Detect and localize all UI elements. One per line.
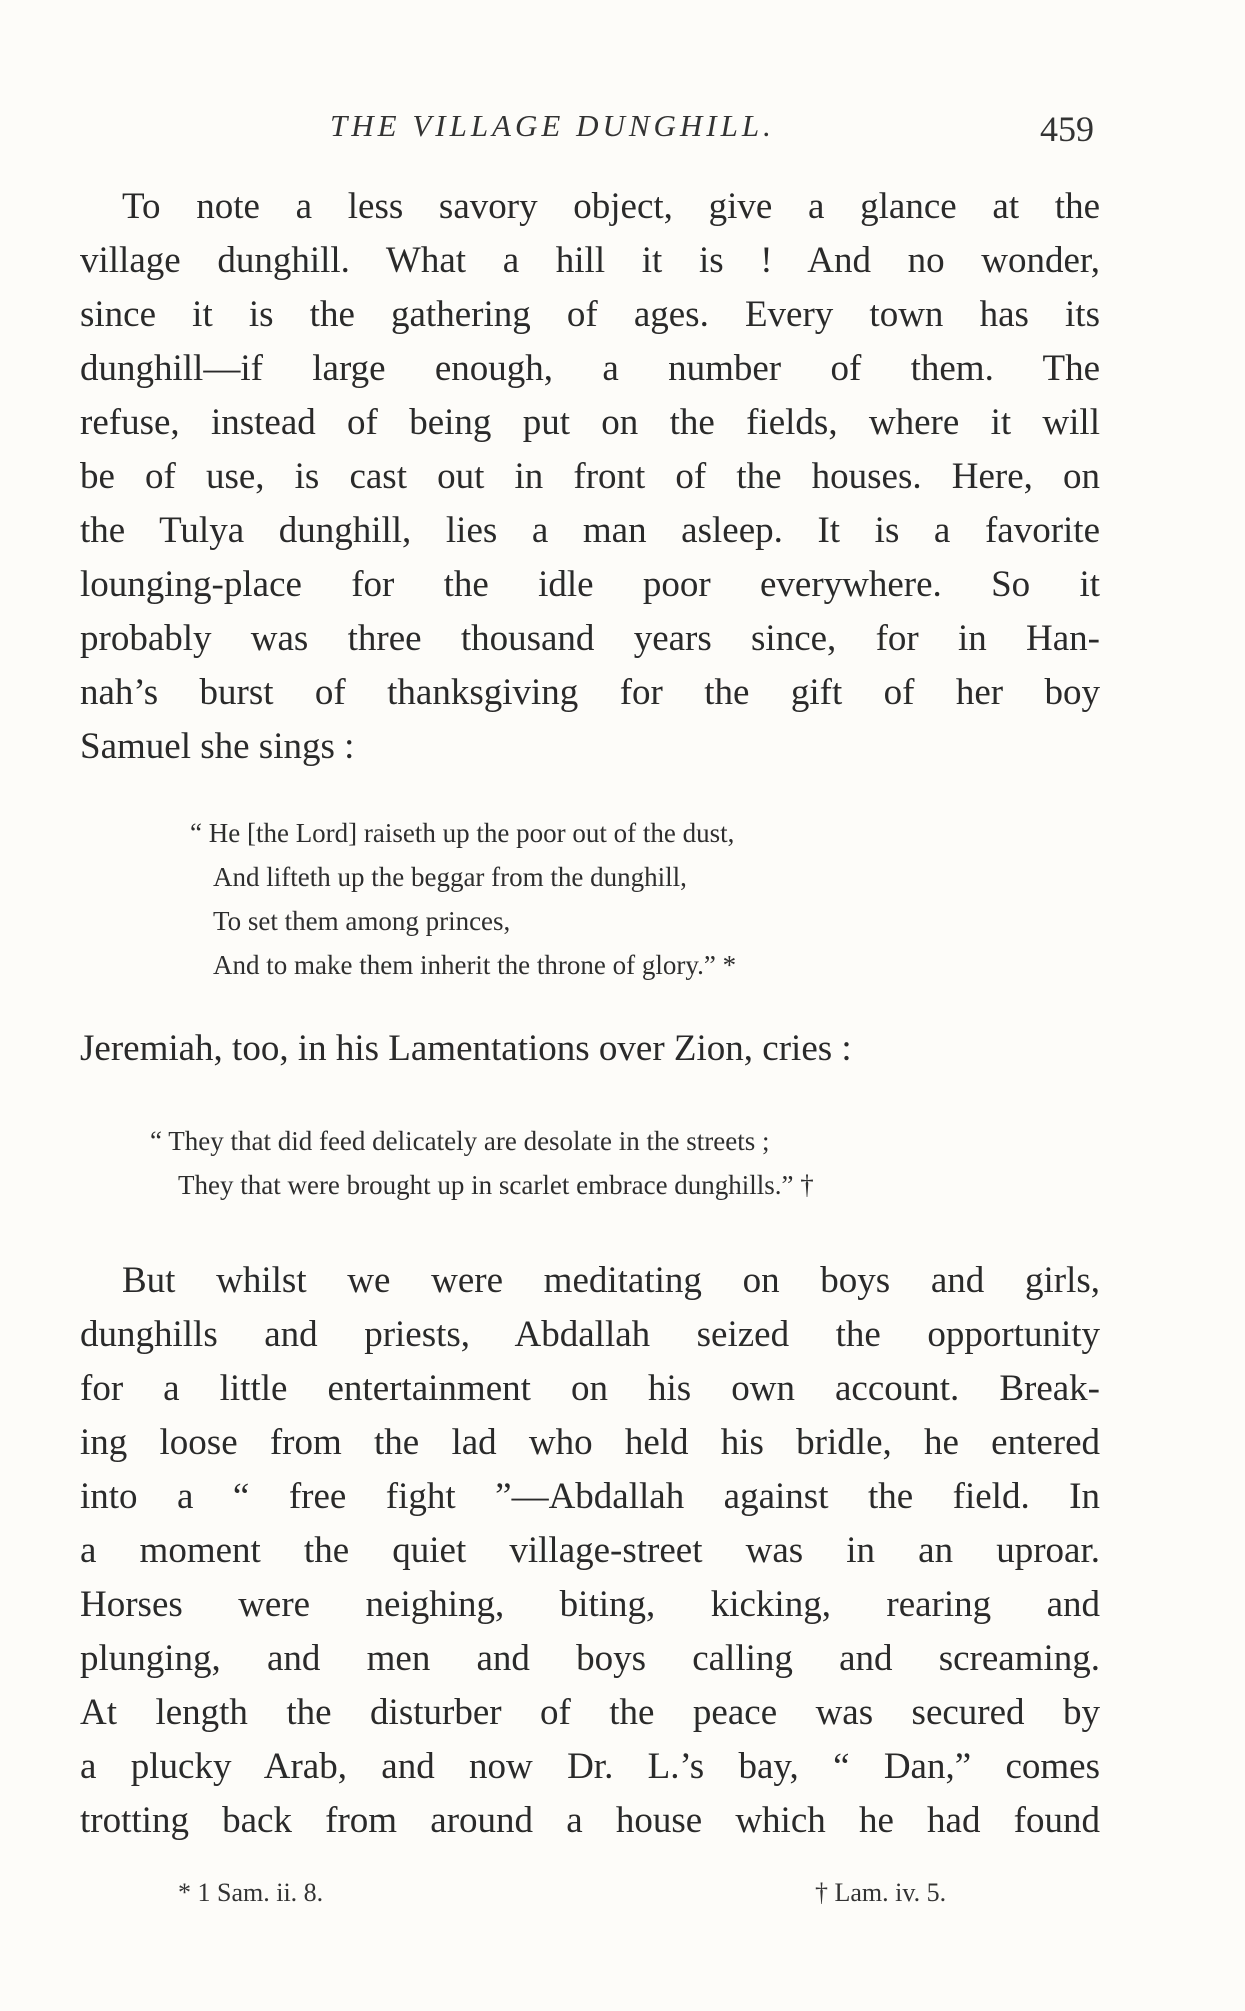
paragraph-line: refuse, instead of being put on the fields, where it will <box>80 402 1100 443</box>
paragraph-line: At length the disturber of the peace was secured by <box>80 1692 1100 1733</box>
paragraph-line: be of use, is cast out in front of the houses. Here, on <box>80 456 1100 497</box>
running-title: THE VILLAGE DUNGHILL. <box>330 108 775 143</box>
paragraph-line: for a little entertainment on his own account. Break- <box>80 1368 1100 1409</box>
paragraph-line: village dunghill. What a hill it is ! And no wonder, <box>80 240 1100 281</box>
paragraph-line: Samuel she sings : <box>80 726 355 767</box>
quote-line: To set them among princes, <box>213 906 511 936</box>
paragraph-line: trotting back from around a house which he had found <box>80 1800 1100 1841</box>
quote-line: “ They that did feed delicately are desolate in the streets ; <box>150 1126 770 1156</box>
paragraph-line: To note a less savory object, give a glance at the <box>122 186 1100 227</box>
paragraph-line: into a “ free fight ”—Abdallah against the field. In <box>80 1476 1100 1517</box>
paragraph-line: a moment the quiet village-street was in an uproar. <box>80 1530 1100 1571</box>
quote-line: And to make them inherit the throne of glory.” * <box>213 950 737 980</box>
quote-line: “ He [the Lord] raiseth up the poor out of the dust, <box>190 818 735 848</box>
paragraph-line: dunghill—if large enough, a number of them. The <box>80 348 1100 389</box>
quote-line: And lifteth up the beggar from the dunghill, <box>213 862 687 892</box>
quote-line: They that were brought up in scarlet embrace dunghills.” † <box>178 1170 814 1200</box>
paragraph-line: dunghills and priests, Abdallah seized the opportunity <box>80 1314 1100 1355</box>
paragraph-line: probably was three thousand years since, for in Han- <box>80 618 1100 659</box>
paragraph-line: nah’s burst of thanksgiving for the gift of her boy <box>80 672 1100 713</box>
paragraph-line: lounging-place for the idle poor everywhere. So it <box>80 564 1100 605</box>
footnote-right: † Lam. iv. 5. <box>815 1878 947 1907</box>
paragraph-line: ing loose from the lad who held his bridle, he entered <box>80 1422 1100 1463</box>
paragraph-line: Horses were neighing, biting, kicking, rearing and <box>80 1584 1100 1625</box>
page-number: 459 <box>1040 109 1094 149</box>
paragraph-line: since it is the gathering of ages. Every town has its <box>80 294 1100 335</box>
footnote-left: * 1 Sam. ii. 8. <box>178 1878 324 1907</box>
paragraph-line: Jeremiah, too, in his Lamentations over Zion, cries : <box>80 1028 852 1069</box>
paragraph-line: a plucky Arab, and now Dr. L.’s bay, “ Dan,” comes <box>80 1746 1100 1787</box>
paragraph-line: the Tulya dunghill, lies a man asleep. It is a favorite <box>80 510 1100 551</box>
paragraph-line: plunging, and men and boys calling and screaming. <box>80 1638 1100 1679</box>
paragraph-line: But whilst we were meditating on boys and girls, <box>122 1260 1100 1301</box>
